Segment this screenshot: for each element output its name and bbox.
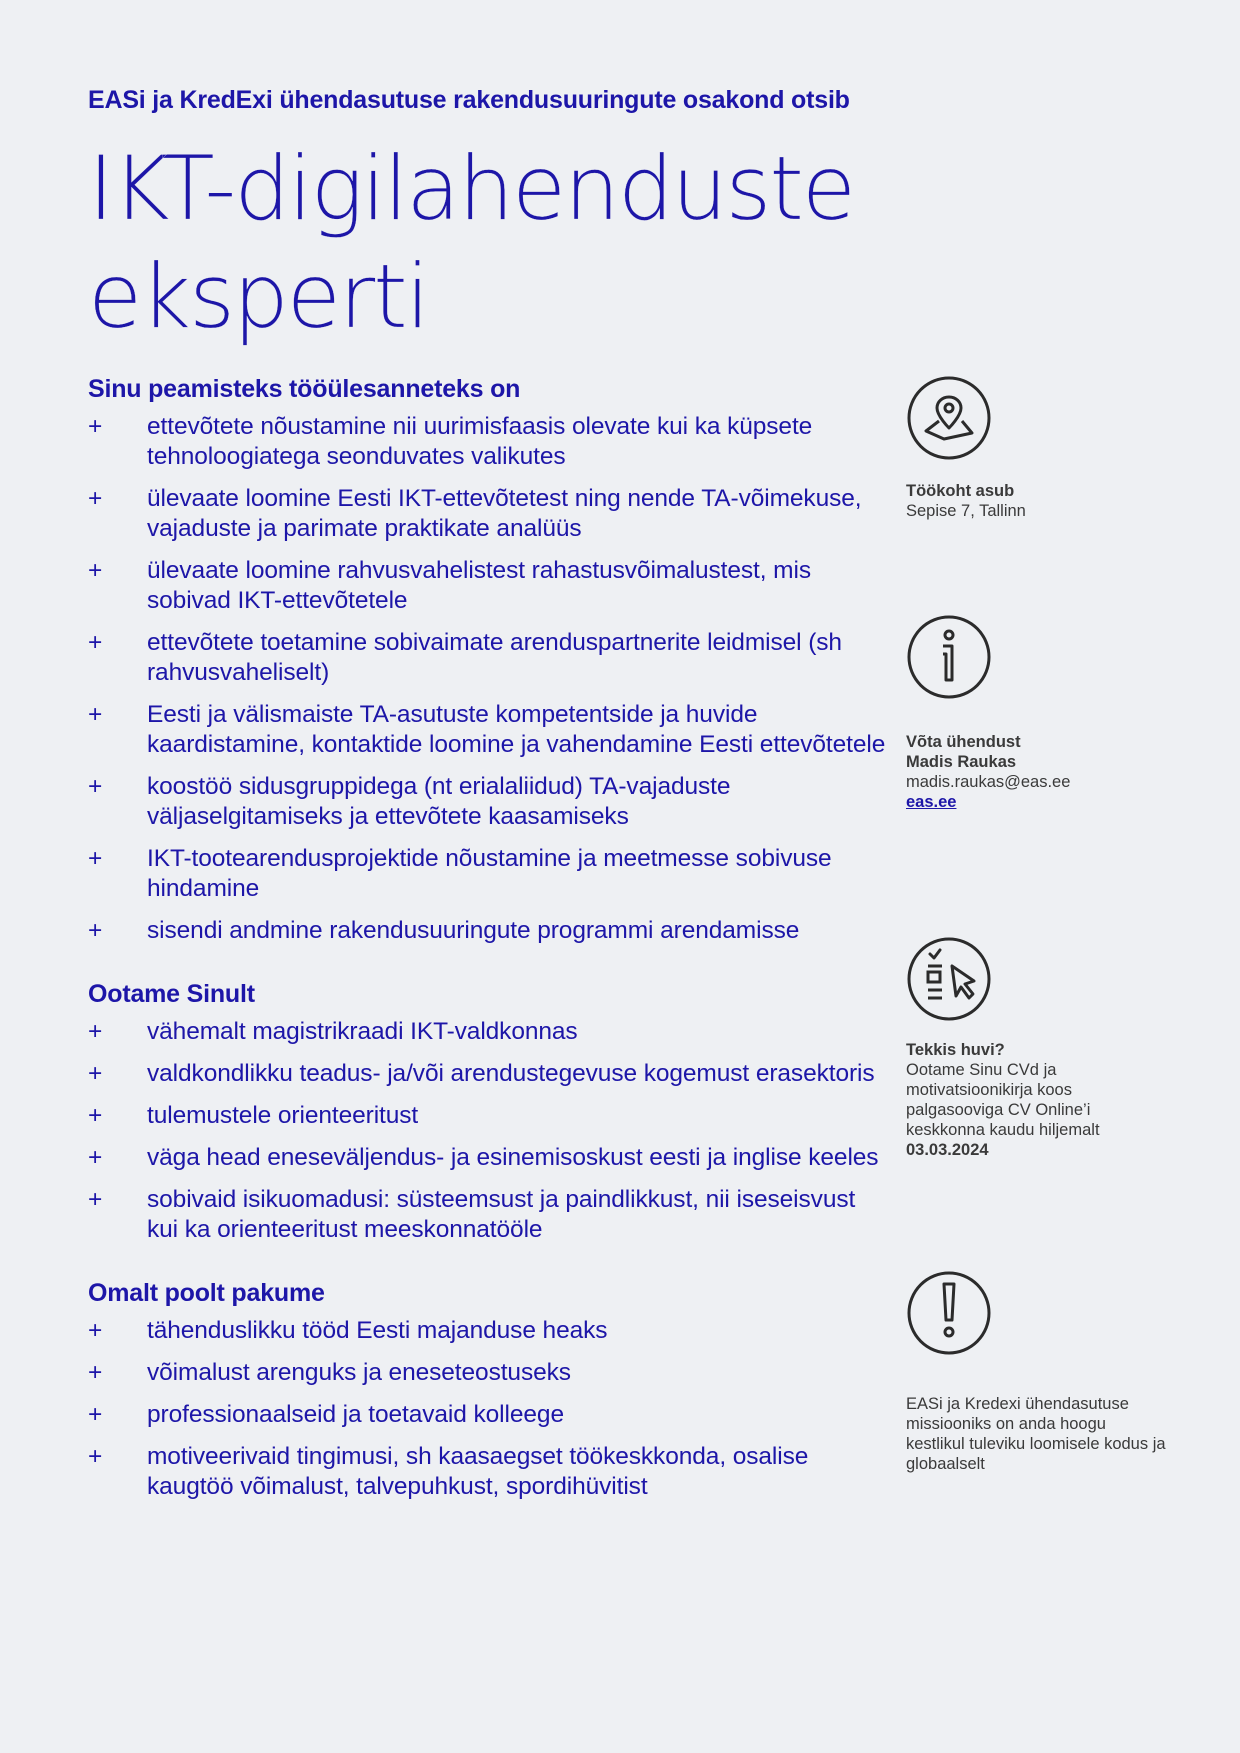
list-item-text: ülevaate loomine rahvusvahelistest rahastusvõimalustest, mis sobivad IKT-ettevõtetele [147, 557, 811, 614]
apply-deadline: 03.03.2024 [906, 1141, 989, 1159]
list-item [88, 484, 888, 544]
plus-icon: + [88, 1401, 103, 1428]
list-item [88, 772, 888, 832]
list-item-text: professionaalseid ja toetavaid kolleege [147, 1401, 564, 1428]
list-item [88, 1101, 888, 1131]
plus-icon: + [88, 1317, 103, 1344]
list-item-text: ettevõtete toetamine sobivaimate arenduspartnerite leidmisel (sh rahvusvaheliselt) [147, 629, 842, 686]
location-text [906, 481, 1166, 521]
offer-list [88, 1316, 888, 1502]
requirements-section [88, 980, 888, 1245]
list-item [88, 700, 888, 760]
list-item-text: Eesti ja välismaiste TA-asutuste kompetentside ja huvide kaardistamine, kontaktide loomine ja vahendamine Eesti ettevõtetele [147, 701, 886, 758]
list-item [88, 1143, 888, 1173]
list-item-text: sobivaid isikuomadusi: süsteemsust ja paindlikkust, nii iseseisvust kui ka orienteeritust meeskonnatööle [147, 1186, 856, 1243]
list-item-text: vähemalt magistrikraadi IKT-valdkonnas [147, 1018, 578, 1045]
plus-icon: + [88, 917, 103, 944]
page-title-line-1: IKT-digilahenduste [88, 137, 855, 240]
map-pin-icon [906, 375, 992, 461]
list-item-text: valdkondlikku teadus- ja/või arendustegevuse kogemust erasektoris [147, 1060, 875, 1087]
plus-icon: + [88, 1144, 103, 1171]
contact-text [906, 732, 1166, 812]
requirements-list [88, 1017, 888, 1245]
location-block [906, 375, 1166, 521]
kicker-text: EASi ja KredExi ühendasutuse rakendusuuringute osakond otsib [88, 86, 850, 114]
list-item-text: väga head eneseväljendus- ja esinemisoskust eesti ja inglise keeles [147, 1144, 879, 1171]
contact-email: madis.raukas@eas.ee [906, 773, 1071, 791]
list-item-text: sisendi andmine rakendusuuringute programmi arendamisse [147, 917, 800, 944]
apply-block [906, 936, 1166, 1160]
list-item [88, 1442, 888, 1502]
list-item-text: koostöö sidusgruppidega (nt erialaliidud) TA-vajaduste väljaselgitamiseks ja ettevõtete kaasamiseks [147, 773, 731, 830]
website-link[interactable]: eas.ee [906, 793, 957, 811]
main-content [88, 375, 888, 1536]
list-item-text: ettevõtete nõustamine nii uurimisfaasis olevate kui ka küpsete tehnoloogiatega seonduvates valikutes [147, 413, 813, 470]
location-value: Sepise 7, Tallinn [906, 502, 1026, 520]
page-title [88, 135, 948, 351]
list-item-text: motiveerivaid tingimusi, sh kaasaegset töökeskkonda, osalise kaugtöö võimalust, talvepuhkust, spordihüvitist [147, 1443, 809, 1500]
contact-name: Madis Raukas [906, 753, 1017, 771]
list-item-text: tähenduslikku tööd Eesti majanduse heaks [147, 1317, 608, 1344]
list-item [88, 1316, 888, 1346]
apply-description: Ootame Sinu CVd ja motivatsioonikirja koos palgasooviga CV Online’i keskkonna kaudu hiljemalt [906, 1061, 1100, 1139]
section-title: Sinu peamisteks tööülesanneteks on [88, 375, 521, 403]
section-title: Omalt poolt pakume [88, 1279, 325, 1307]
plus-icon: + [88, 413, 103, 440]
list-item [88, 844, 888, 904]
section-title: Ootame Sinult [88, 980, 255, 1008]
plus-icon: + [88, 701, 103, 728]
contact-label: Võta ühendust [906, 733, 1021, 751]
apply-label: Tekkis huvi? [906, 1041, 1005, 1059]
plus-icon: + [88, 557, 103, 584]
plus-icon: + [88, 629, 103, 656]
list-item-text: tulemustele orienteeritust [147, 1102, 419, 1129]
exclamation-icon [906, 1270, 992, 1356]
plus-icon: + [88, 485, 103, 512]
mission-block [906, 1270, 1166, 1474]
list-item-text: võimalust arenguks ja eneseteostuseks [147, 1359, 571, 1386]
plus-icon: + [88, 845, 103, 872]
list-item [88, 1185, 888, 1245]
duties-section [88, 375, 888, 946]
list-item [88, 1358, 888, 1388]
mission-text: EASi ja Kredexi ühendasutuse missiooniks on anda hoogu kestlikul tuleviku loomisele kodus ja globaalselt [906, 1395, 1166, 1473]
plus-icon: + [88, 773, 103, 800]
list-item [88, 1400, 888, 1430]
list-item [88, 628, 888, 688]
plus-icon: + [88, 1186, 103, 1213]
apply-text [906, 1040, 1166, 1160]
plus-icon: + [88, 1359, 103, 1386]
list-item-text: IKT-tootearendusprojektide nõustamine ja meetmesse sobivuse hindamine [147, 845, 832, 902]
list-item [88, 1059, 888, 1089]
plus-icon: + [88, 1443, 103, 1470]
list-item [88, 556, 888, 616]
plus-icon: + [88, 1018, 103, 1045]
offer-section [88, 1279, 888, 1502]
location-label: Töökoht asub [906, 482, 1015, 500]
duties-list [88, 412, 888, 946]
list-item-text: ülevaate loomine Eesti IKT-ettevõtetest ning nende TA-võimekuse, vajaduste ja parimate praktikate analüüs [147, 485, 862, 542]
checklist-cursor-icon [906, 936, 992, 1022]
list-item [88, 916, 888, 946]
contact-block [906, 614, 1166, 812]
plus-icon: + [88, 1102, 103, 1129]
list-item [88, 1017, 888, 1047]
page-title-line-2: eksperti [88, 245, 429, 348]
list-item [88, 412, 888, 472]
plus-icon: + [88, 1060, 103, 1087]
info-icon [906, 614, 992, 700]
